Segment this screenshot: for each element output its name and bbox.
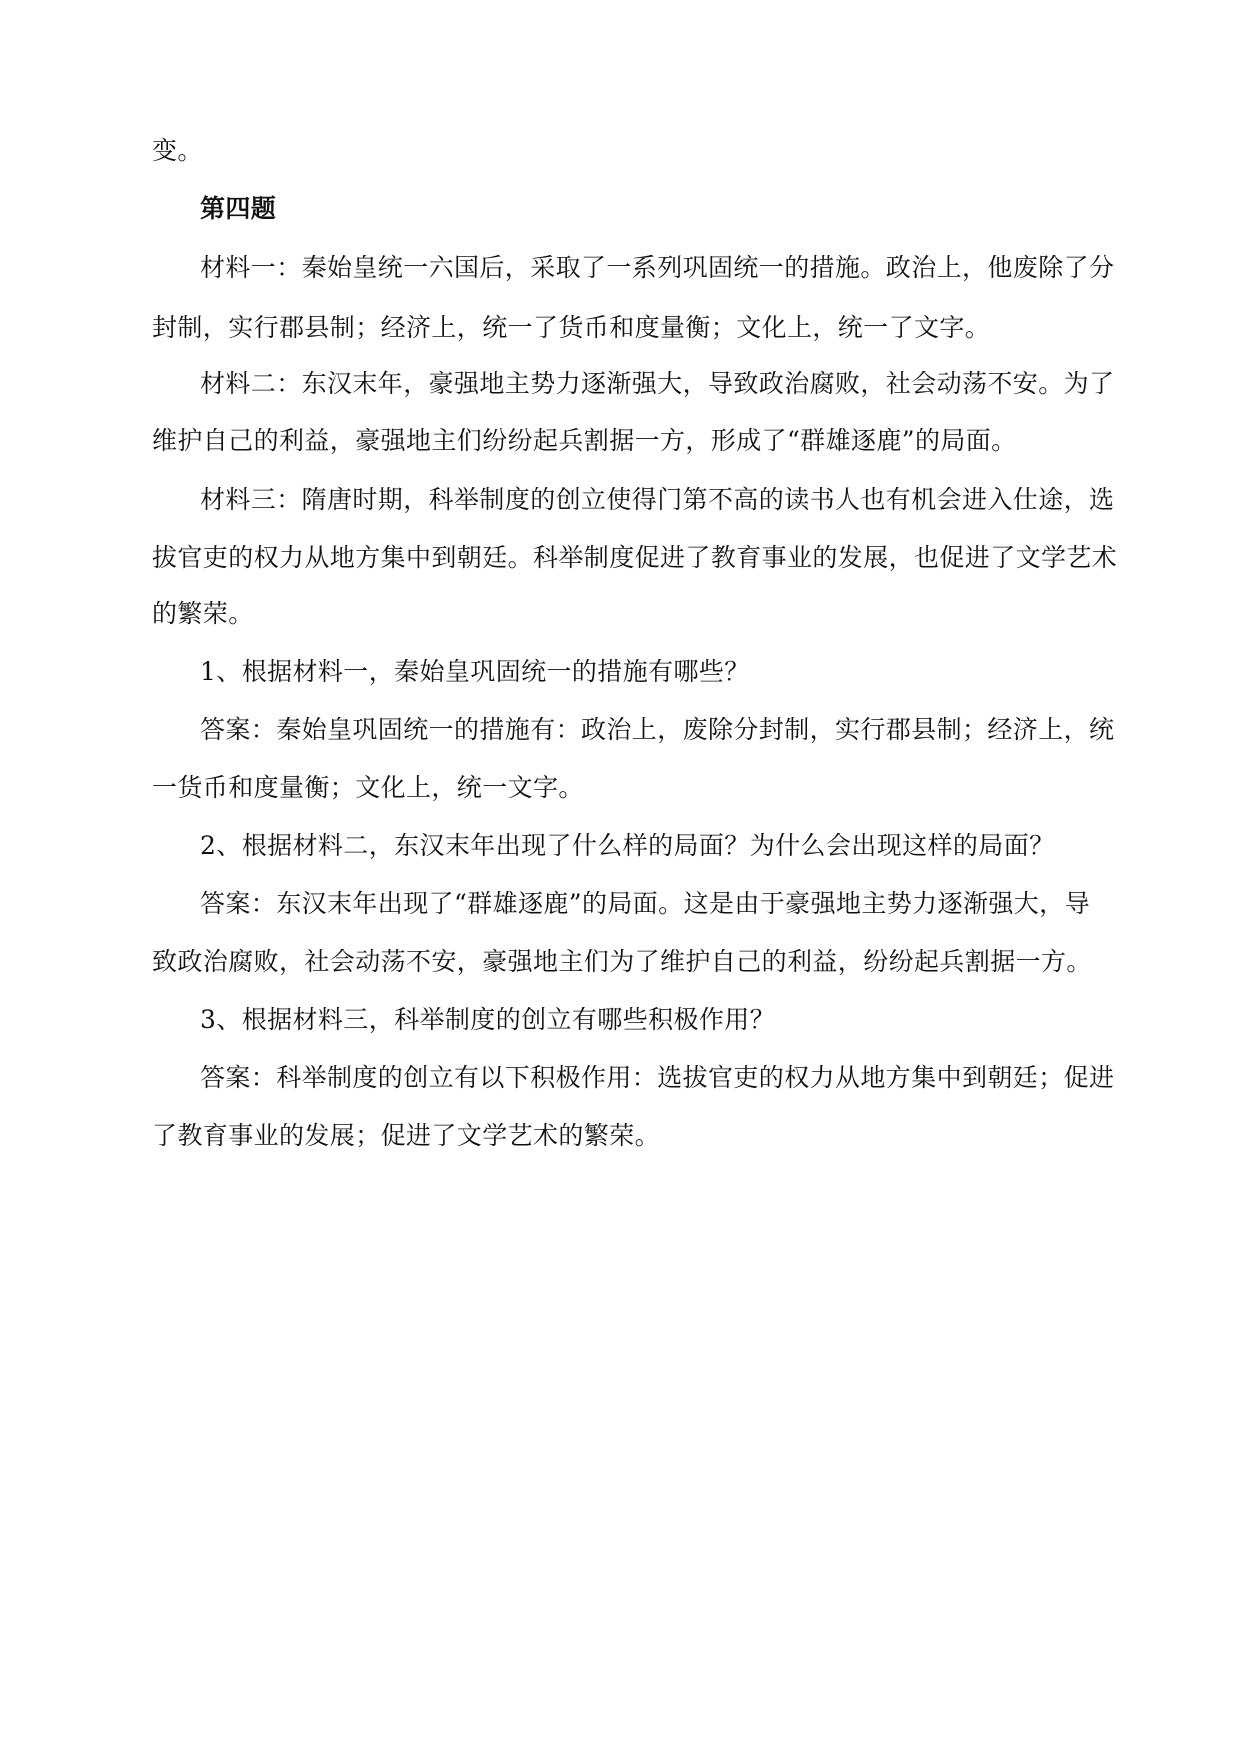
material-one-line-1: 材料一：秦始皇统一六国后，采取了一系列巩固统一的措施。政治上，他废除了分 [200, 253, 1115, 282]
material-three-line-1: 材料三：隋唐时期，科举制度的创立使得门第不高的读书人也有机会进入仕途，选 [200, 485, 1115, 514]
answer-three-line-1: 答案：科举制度的创立有以下积极作用：选拔官吏的权力从地方集中到朝廷；促进 [200, 1063, 1115, 1092]
answer-two-line-1: 答案：东汉末年出现了“群雄逐鹿”的局面。这是由于豪强地主势力逐渐强大，导 [200, 889, 1090, 918]
material-two-line-2: 维护自己的利益，豪强地主们纷纷起兵割据一方，形成了“群雄逐鹿”的局面。 [152, 426, 1017, 455]
previous-paragraph-tail: 变。 [152, 136, 203, 165]
question-two: 2、根据材料二，东汉末年出现了什么样的局面？为什么会出现这样的局面？ [200, 831, 1055, 860]
question-three: 3、根据材料三，科举制度的创立有哪些积极作用？ [200, 1005, 776, 1034]
material-two-line-1: 材料二：东汉末年，豪强地主势力逐渐强大，导致政治腐败，社会动荡不安。为了 [200, 369, 1115, 398]
material-three-line-2: 拔官吏的权力从地方集中到朝廷。科举制度促进了教育事业的发展，也促进了文学艺术 [152, 543, 1118, 572]
question-one: 1、根据材料一，秦始皇巩固统一的措施有哪些？ [200, 657, 750, 686]
material-three-line-3: 的繁荣。 [152, 599, 254, 628]
answer-two-line-2: 致政治腐败，社会动荡不安，豪强地主们为了维护自己的利益，纷纷起兵割据一方。 [152, 947, 1092, 976]
answer-one-line-2: 一货币和度量衡；文化上，统一文字。 [152, 773, 584, 802]
answer-one-line-1: 答案：秦始皇巩固统一的措施有：政治上，废除分封制，实行郡县制；经济上，统 [200, 715, 1115, 744]
answer-three-line-2: 了教育事业的发展；促进了文学艺术的繁荣。 [152, 1121, 661, 1150]
question-heading: 第四题 [200, 194, 277, 223]
material-one-line-2: 封制，实行郡县制；经济上，统一了货币和度量衡；文化上，统一了文字。 [152, 313, 991, 342]
